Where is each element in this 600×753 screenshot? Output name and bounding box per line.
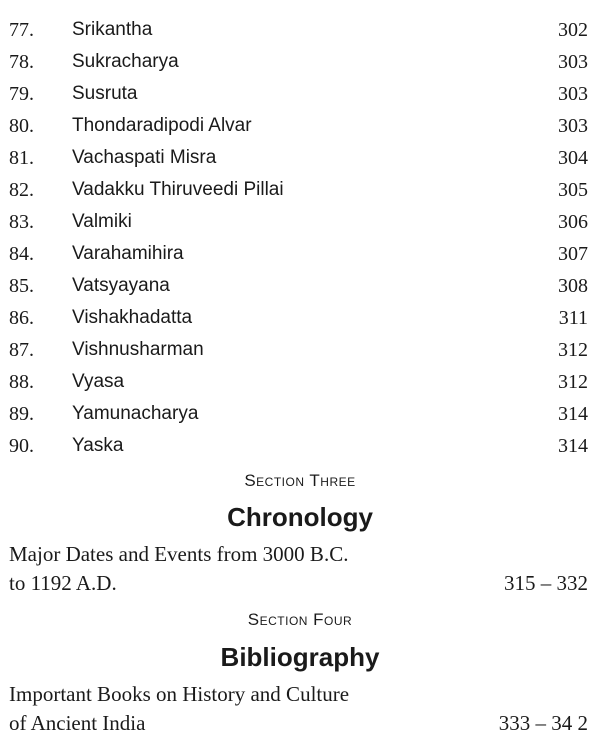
entry-number: 85. bbox=[9, 275, 34, 297]
entry-number: 82. bbox=[9, 179, 34, 201]
entry-title: Vyasa bbox=[72, 371, 125, 392]
entry-title: Vachaspati Misra bbox=[72, 147, 217, 168]
entry-number: 88. bbox=[9, 371, 34, 393]
section-four-page-range: 333 – 34 2 bbox=[498, 711, 588, 735]
toc-entry bbox=[0, 51, 600, 83]
section-four-description-line1: Important Books on History and Culture bbox=[9, 682, 350, 706]
entry-title: Sukracharya bbox=[72, 51, 179, 72]
entry-page: 314 bbox=[558, 403, 588, 425]
toc-entry bbox=[0, 179, 600, 211]
entry-title: Vishakhadatta bbox=[72, 307, 193, 328]
entry-page: 308 bbox=[558, 275, 588, 297]
entry-title: Yaska bbox=[72, 435, 124, 456]
toc-entry bbox=[0, 435, 600, 467]
section-three-page-range: 315 – 332 bbox=[504, 571, 588, 595]
toc-entry bbox=[0, 147, 600, 179]
entry-page: 303 bbox=[558, 115, 588, 137]
section-three-title: Chronology bbox=[227, 502, 373, 532]
entry-page: 304 bbox=[558, 147, 588, 169]
entry-title: Vatsyayana bbox=[72, 275, 170, 296]
section-four-label: Section Four bbox=[247, 610, 353, 629]
entry-number: 87. bbox=[9, 339, 34, 361]
entry-page: 314 bbox=[558, 435, 588, 457]
entry-page: 311 bbox=[558, 307, 588, 329]
entry-page: 307 bbox=[558, 243, 588, 265]
section-four-description-line2: of Ancient India bbox=[9, 711, 146, 735]
toc-entry bbox=[0, 115, 600, 147]
entry-number: 90. bbox=[9, 435, 34, 457]
toc-entry bbox=[0, 339, 600, 371]
entry-title: Vadakku Thiruveedi Pillai bbox=[72, 179, 284, 200]
entry-page: 303 bbox=[558, 51, 588, 73]
entry-page: 306 bbox=[558, 211, 588, 233]
toc-entry bbox=[0, 211, 600, 243]
toc-entry bbox=[0, 403, 600, 435]
toc-entry bbox=[0, 275, 600, 307]
toc-entry bbox=[0, 371, 600, 403]
entry-title: Varahamihira bbox=[72, 243, 184, 264]
entry-number: 89. bbox=[9, 403, 34, 425]
entry-title: Susruta bbox=[72, 83, 138, 104]
toc-entry bbox=[0, 307, 600, 339]
entry-number: 77. bbox=[9, 19, 34, 41]
entry-title: Thondaradipodi Alvar bbox=[72, 115, 252, 136]
entry-title: Vishnusharman bbox=[72, 339, 204, 360]
entry-number: 78. bbox=[9, 51, 34, 73]
entry-page: 312 bbox=[558, 371, 588, 393]
toc-entry bbox=[0, 243, 600, 275]
entry-title: Srikantha bbox=[72, 19, 153, 40]
toc-entry bbox=[0, 83, 600, 115]
entry-title: Valmiki bbox=[72, 211, 132, 232]
entry-number: 83. bbox=[9, 211, 34, 233]
entry-number: 86. bbox=[9, 307, 34, 329]
section-three-description-line1: Major Dates and Events from 3000 B.C. bbox=[9, 542, 349, 566]
section-three-label: Section Three bbox=[244, 471, 356, 490]
entry-page: 302 bbox=[558, 19, 588, 41]
entry-page: 305 bbox=[558, 179, 588, 201]
section-three-description-line2: to 1192 A.D. bbox=[9, 571, 117, 595]
entry-title: Yamunacharya bbox=[72, 403, 199, 424]
entry-number: 84. bbox=[9, 243, 34, 265]
toc-entry bbox=[0, 19, 600, 51]
entry-number: 81. bbox=[9, 147, 34, 169]
entry-number: 80. bbox=[9, 115, 34, 137]
entry-number: 79. bbox=[9, 83, 34, 105]
entry-page: 303 bbox=[558, 83, 588, 105]
section-four-title: Bibliography bbox=[220, 642, 380, 672]
entry-page: 312 bbox=[558, 339, 588, 361]
